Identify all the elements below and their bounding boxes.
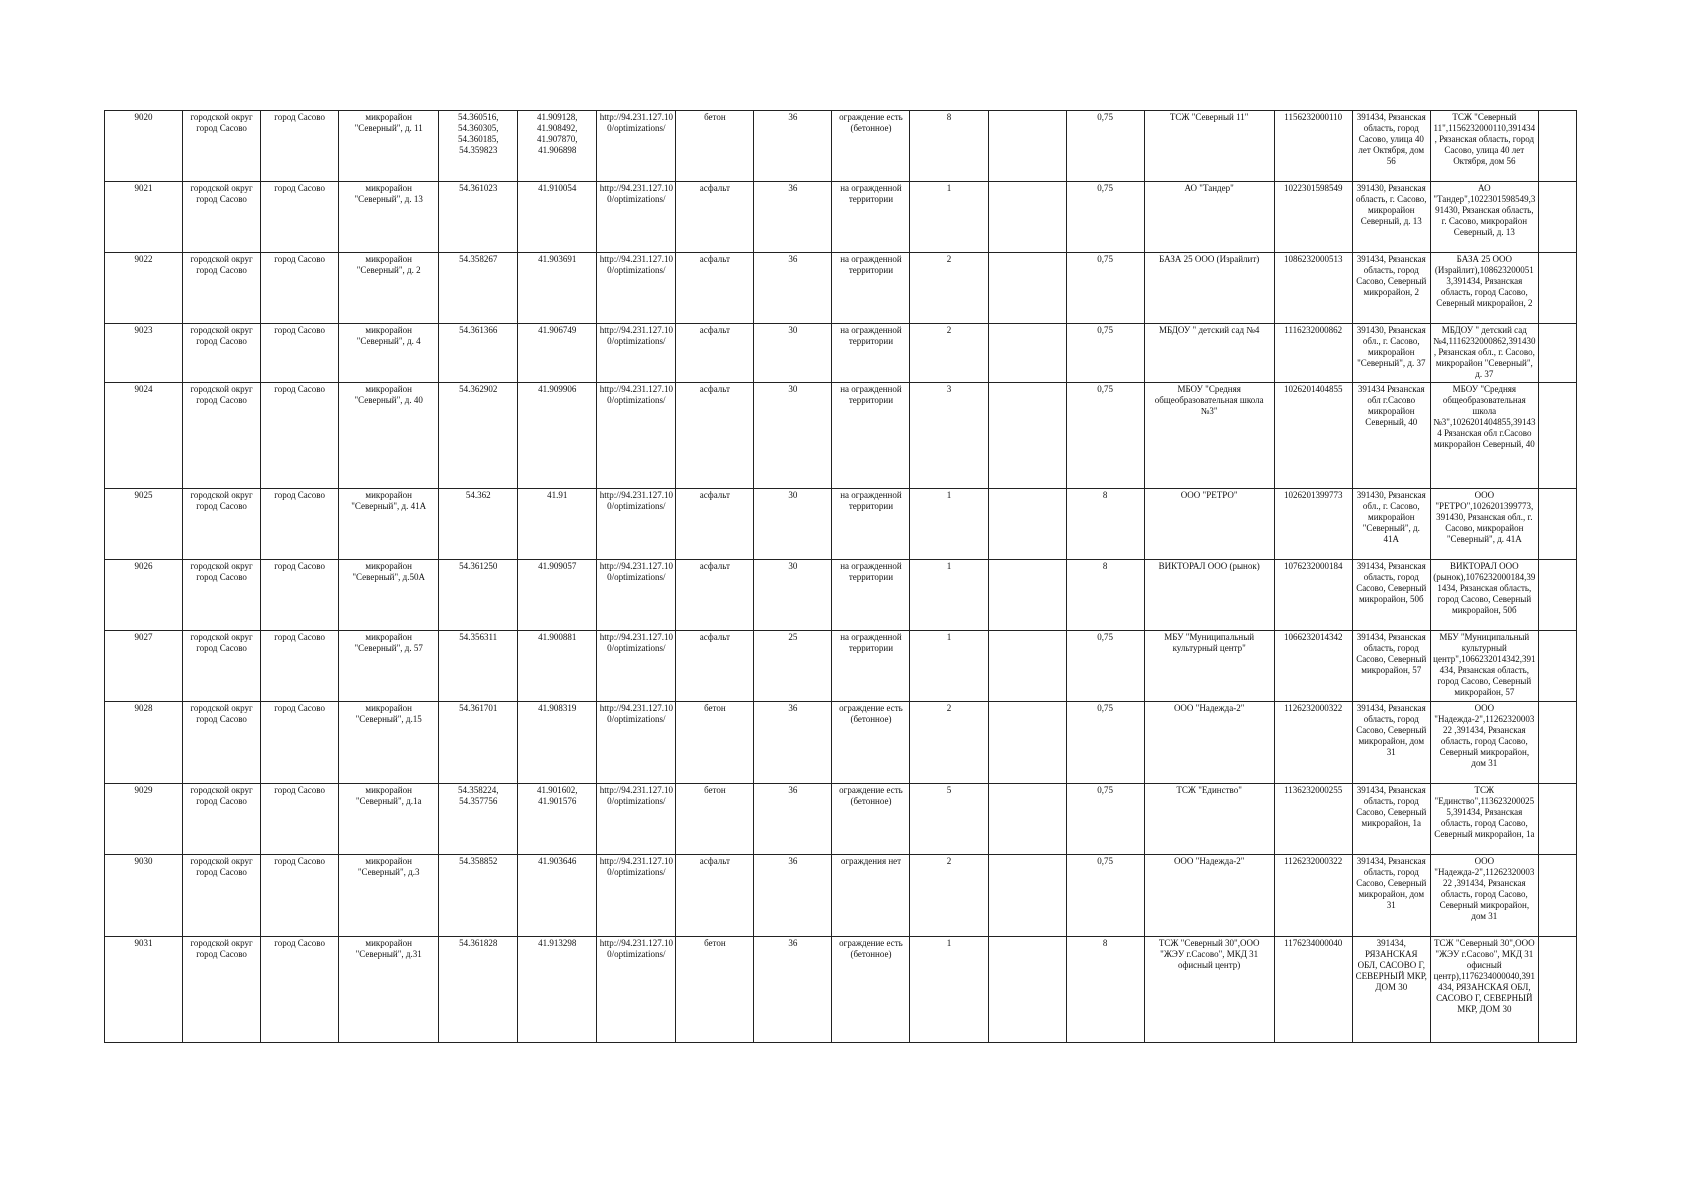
cell-latitude: 54.356311 bbox=[439, 631, 518, 702]
cell-ogrn: 1022301598549 bbox=[1274, 182, 1352, 253]
cell-latitude: 54.358852 bbox=[439, 855, 518, 937]
cell-container-volume: 0,75 bbox=[1066, 784, 1144, 855]
cell-longitude: 41.901602, 41.901576 bbox=[518, 784, 597, 855]
cell-settlement: город Сасово bbox=[261, 324, 339, 383]
cell-empty-last-column bbox=[1538, 937, 1576, 1043]
cell-map-link: http://94.231.127.100/optimizations/ bbox=[597, 631, 676, 702]
cell-surface: бетон bbox=[676, 111, 754, 182]
cell-owner-details: ООО "РЕТРО",1026201399773, 391430, Рязанская обл., г. Сасово, микрорайон "Северный", д. 41А bbox=[1430, 489, 1538, 560]
cell-fencing: на огражденной территории bbox=[832, 324, 910, 383]
cell-empty-last-column bbox=[1538, 784, 1576, 855]
cell-settlement: город Сасово bbox=[261, 784, 339, 855]
cell-longitude: 41.909057 bbox=[518, 560, 597, 631]
cell-fencing: на огражденной территории bbox=[832, 383, 910, 489]
cell-ogrn: 1136232000255 bbox=[1274, 784, 1352, 855]
cell-container-count: 3 bbox=[910, 383, 988, 489]
cell-row-id: 9025 bbox=[105, 489, 183, 560]
cell-address: микрорайон "Северный", д. 40 bbox=[339, 383, 439, 489]
cell-ogrn: 1086232000513 bbox=[1274, 253, 1352, 324]
cell-owner-address: 391434, Рязанская область, город Сасово, Северный микрорайон, 50б bbox=[1352, 560, 1430, 631]
table-row bbox=[105, 855, 1577, 937]
cell-owner-address: 391434, Рязанская область, город Сасово, улица 40 лет Октября, дом 56 bbox=[1352, 111, 1430, 182]
cell-owner-address: 391434 Рязанская обл г.Сасово микрорайон Северный, 40 bbox=[1352, 383, 1430, 489]
cell-district: городской округ город Сасово bbox=[183, 937, 261, 1043]
cell-longitude: 41.903646 bbox=[518, 855, 597, 937]
table-row bbox=[105, 631, 1577, 702]
cell-district: городской округ город Сасово bbox=[183, 324, 261, 383]
cell-map-link: http://94.231.127.100/optimizations/ bbox=[597, 253, 676, 324]
cell-longitude: 41.910054 bbox=[518, 182, 597, 253]
cell-district: городской округ город Сасово bbox=[183, 253, 261, 324]
cell-container-count: 5 bbox=[910, 784, 988, 855]
cell-map-link: http://94.231.127.100/optimizations/ bbox=[597, 784, 676, 855]
table-row bbox=[105, 324, 1577, 383]
cell-container-count: 2 bbox=[910, 855, 988, 937]
cell-area: 36 bbox=[754, 855, 832, 937]
cell-owner-details: ООО "Надежда-2",1126232000322 ,391434, Рязанская область, город Сасово, Северный микрорайон, дом 31 bbox=[1430, 702, 1538, 784]
cell-container-volume: 8 bbox=[1066, 489, 1144, 560]
cell-fencing: на огражденной территории bbox=[832, 489, 910, 560]
cell-owner-details: ТСЖ "Северный 11",1156232000110,391434, Рязанская область, город Сасово, улица 40 лет Октября, дом 56 bbox=[1430, 111, 1538, 182]
cell-owner-name: ТСЖ "Северный 11" bbox=[1144, 111, 1274, 182]
cell-area: 36 bbox=[754, 937, 832, 1043]
cell-owner-details: ТСЖ "Единство",1136232000255,391434, Рязанская область, город Сасово, Северный микрорайон, 1а bbox=[1430, 784, 1538, 855]
cell-owner-name: ООО "Надежда-2" bbox=[1144, 855, 1274, 937]
cell-area: 30 bbox=[754, 489, 832, 560]
cell-longitude: 41.91 bbox=[518, 489, 597, 560]
cell-area: 36 bbox=[754, 784, 832, 855]
cell-owner-address: 391434, Рязанская область, город Сасово, Северный микрорайон, 1а bbox=[1352, 784, 1430, 855]
cell-address: микрорайон "Северный", д.31 bbox=[339, 937, 439, 1043]
cell-address: микрорайон "Северный", д. 2 bbox=[339, 253, 439, 324]
cell-owner-details: БАЗА 25 ООО (Израйлит),1086232000513,391434, Рязанская область, город Сасово, Северный микрорайон, 2 bbox=[1430, 253, 1538, 324]
cell-container-volume: 8 bbox=[1066, 560, 1144, 631]
table-row bbox=[105, 182, 1577, 253]
cell-map-link: http://94.231.127.100/optimizations/ bbox=[597, 489, 676, 560]
cell-ogrn: 1066232014342 bbox=[1274, 631, 1352, 702]
cell-owner-name: ТСЖ "Единство" bbox=[1144, 784, 1274, 855]
cell-settlement: город Сасово bbox=[261, 855, 339, 937]
registry-table bbox=[104, 110, 1577, 1043]
cell-owner-name: ООО "РЕТРО" bbox=[1144, 489, 1274, 560]
cell-area: 25 bbox=[754, 631, 832, 702]
cell-container-count: 2 bbox=[910, 324, 988, 383]
cell-row-id: 9031 bbox=[105, 937, 183, 1043]
cell-owner-address: 391430, Рязанская область, г. Сасово, микрорайон Северный, д. 13 bbox=[1352, 182, 1430, 253]
cell-area: 30 bbox=[754, 560, 832, 631]
cell-owner-details: ВИКТОРАЛ ООО (рынок),1076232000184,391434, Рязанская область, город Сасово, Северный микрорайон, 50б bbox=[1430, 560, 1538, 631]
cell-container-volume: 0,75 bbox=[1066, 111, 1144, 182]
cell-latitude: 54.361250 bbox=[439, 560, 518, 631]
cell-empty-column bbox=[988, 855, 1066, 937]
cell-owner-details: ООО "Надежда-2",1126232000322 ,391434, Рязанская область, город Сасово, Северный микрорайон, дом 31 bbox=[1430, 855, 1538, 937]
cell-settlement: город Сасово bbox=[261, 182, 339, 253]
cell-surface: бетон bbox=[676, 784, 754, 855]
cell-address: микрорайон "Северный", д.1а bbox=[339, 784, 439, 855]
cell-empty-column bbox=[988, 383, 1066, 489]
cell-container-volume: 0,75 bbox=[1066, 702, 1144, 784]
cell-container-count: 2 bbox=[910, 702, 988, 784]
cell-container-count: 1 bbox=[910, 560, 988, 631]
cell-latitude: 54.358224, 54.357756 bbox=[439, 784, 518, 855]
cell-container-count: 1 bbox=[910, 631, 988, 702]
cell-settlement: город Сасово bbox=[261, 253, 339, 324]
cell-map-link: http://94.231.127.100/optimizations/ bbox=[597, 855, 676, 937]
cell-fencing: на огражденной территории bbox=[832, 253, 910, 324]
cell-empty-last-column bbox=[1538, 111, 1576, 182]
cell-empty-last-column bbox=[1538, 253, 1576, 324]
cell-row-id: 9029 bbox=[105, 784, 183, 855]
cell-district: городской округ город Сасово bbox=[183, 560, 261, 631]
cell-container-count: 1 bbox=[910, 489, 988, 560]
cell-fencing: ограждение есть (бетонное) bbox=[832, 702, 910, 784]
cell-district: городской округ город Сасово bbox=[183, 784, 261, 855]
cell-container-count: 1 bbox=[910, 182, 988, 253]
cell-settlement: город Сасово bbox=[261, 383, 339, 489]
cell-owner-details: МБУ "Муниципальный культурный центр",1066232014342,391434, Рязанская область, город Сасово, Северный микрорайон, 57 bbox=[1430, 631, 1538, 702]
cell-fencing: на огражденной территории bbox=[832, 631, 910, 702]
cell-owner-details: ТСЖ "Северный 30",ООО "ЖЭУ г.Сасово", МКД 31 офисный центр),1176234000040,391434, РЯЗАНСКАЯ ОБЛ, САСОВО Г, СЕВЕРНЫЙ МКР, ДОМ 30 bbox=[1430, 937, 1538, 1043]
cell-empty-last-column bbox=[1538, 560, 1576, 631]
cell-map-link: http://94.231.127.100/optimizations/ bbox=[597, 560, 676, 631]
cell-longitude: 41.909906 bbox=[518, 383, 597, 489]
cell-empty-column bbox=[988, 253, 1066, 324]
cell-container-volume: 0,75 bbox=[1066, 855, 1144, 937]
cell-settlement: город Сасово bbox=[261, 702, 339, 784]
cell-container-volume: 0,75 bbox=[1066, 182, 1144, 253]
registry-table-body bbox=[105, 111, 1577, 1043]
cell-empty-column bbox=[988, 560, 1066, 631]
table-row bbox=[105, 937, 1577, 1043]
cell-row-id: 9023 bbox=[105, 324, 183, 383]
cell-surface: асфальт bbox=[676, 855, 754, 937]
cell-ogrn: 1026201399773 bbox=[1274, 489, 1352, 560]
cell-empty-last-column bbox=[1538, 631, 1576, 702]
cell-map-link: http://94.231.127.100/optimizations/ bbox=[597, 182, 676, 253]
cell-container-volume: 0,75 bbox=[1066, 324, 1144, 383]
cell-empty-last-column bbox=[1538, 702, 1576, 784]
cell-owner-address: 391434, Рязанская область, город Сасово, Северный микрорайон, дом 31 bbox=[1352, 702, 1430, 784]
cell-area: 30 bbox=[754, 324, 832, 383]
cell-owner-name: ТСЖ "Северный 30",ООО "ЖЭУ г.Сасово", МКД 31 офисный центр) bbox=[1144, 937, 1274, 1043]
cell-latitude: 54.361828 bbox=[439, 937, 518, 1043]
cell-district: городской округ город Сасово bbox=[183, 631, 261, 702]
cell-row-id: 9030 bbox=[105, 855, 183, 937]
cell-surface: бетон bbox=[676, 702, 754, 784]
cell-surface: асфальт bbox=[676, 560, 754, 631]
cell-map-link: http://94.231.127.100/optimizations/ bbox=[597, 383, 676, 489]
table-row bbox=[105, 702, 1577, 784]
cell-owner-address: 391434, РЯЗАНСКАЯ ОБЛ, САСОВО Г, СЕВЕРНЫЙ МКР, ДОМ 30 bbox=[1352, 937, 1430, 1043]
cell-row-id: 9020 bbox=[105, 111, 183, 182]
cell-surface: асфальт bbox=[676, 489, 754, 560]
cell-owner-details: МБОУ "Средняя общеобразовательная школа №3",1026201404855,391434 Рязанская обл г.Сасово микрорайон Северный, 40 bbox=[1430, 383, 1538, 489]
cell-district: городской округ город Сасово bbox=[183, 489, 261, 560]
cell-row-id: 9024 bbox=[105, 383, 183, 489]
cell-longitude: 41.909128, 41.908492, 41.907870, 41.906898 bbox=[518, 111, 597, 182]
cell-address: микрорайон "Северный", д.50А bbox=[339, 560, 439, 631]
cell-longitude: 41.900881 bbox=[518, 631, 597, 702]
table-row bbox=[105, 489, 1577, 560]
cell-owner-details: АО "Тандер",1022301598549,391430, Рязанская область, г. Сасово, микрорайон Северный, д. 13 bbox=[1430, 182, 1538, 253]
cell-area: 36 bbox=[754, 182, 832, 253]
cell-owner-name: МБДОУ " детский сад №4 bbox=[1144, 324, 1274, 383]
cell-fencing: на огражденной территории bbox=[832, 560, 910, 631]
cell-row-id: 9027 bbox=[105, 631, 183, 702]
cell-ogrn: 1076232000184 bbox=[1274, 560, 1352, 631]
cell-latitude: 54.358267 bbox=[439, 253, 518, 324]
cell-surface: бетон bbox=[676, 937, 754, 1043]
cell-container-volume: 0,75 bbox=[1066, 253, 1144, 324]
cell-map-link: http://94.231.127.100/optimizations/ bbox=[597, 702, 676, 784]
cell-latitude: 54.361701 bbox=[439, 702, 518, 784]
cell-container-count: 1 bbox=[910, 937, 988, 1043]
cell-fencing: ограждения нет bbox=[832, 855, 910, 937]
cell-empty-column bbox=[988, 784, 1066, 855]
cell-owner-address: 391430, Рязанская обл., г. Сасово, микрорайон "Северный", д. 41А bbox=[1352, 489, 1430, 560]
cell-district: городской округ город Сасово bbox=[183, 182, 261, 253]
cell-owner-details: МБДОУ " детский сад №4,1116232000862,391430, Рязанская обл., г. Сасово, микрорайон "Северный", д. 37 bbox=[1430, 324, 1538, 383]
cell-ogrn: 1026201404855 bbox=[1274, 383, 1352, 489]
table-row bbox=[105, 383, 1577, 489]
table-row bbox=[105, 253, 1577, 324]
cell-empty-column bbox=[988, 324, 1066, 383]
cell-latitude: 54.362902 bbox=[439, 383, 518, 489]
cell-row-id: 9021 bbox=[105, 182, 183, 253]
cell-area: 36 bbox=[754, 702, 832, 784]
cell-district: городской округ город Сасово bbox=[183, 111, 261, 182]
cell-district: городской округ город Сасово bbox=[183, 702, 261, 784]
cell-longitude: 41.908319 bbox=[518, 702, 597, 784]
cell-address: микрорайон "Северный", д. 57 bbox=[339, 631, 439, 702]
cell-area: 36 bbox=[754, 111, 832, 182]
cell-map-link: http://94.231.127.100/optimizations/ bbox=[597, 324, 676, 383]
table-row bbox=[105, 784, 1577, 855]
cell-empty-last-column bbox=[1538, 182, 1576, 253]
cell-row-id: 9026 bbox=[105, 560, 183, 631]
table-row bbox=[105, 111, 1577, 182]
cell-owner-name: МБОУ "Средняя общеобразовательная школа №3" bbox=[1144, 383, 1274, 489]
cell-owner-address: 391430, Рязанская обл., г. Сасово, микрорайон "Северный", д. 37 bbox=[1352, 324, 1430, 383]
cell-fencing: ограждение есть (бетонное) bbox=[832, 111, 910, 182]
cell-owner-name: МБУ "Муниципальный культурный центр" bbox=[1144, 631, 1274, 702]
cell-ogrn: 1156232000110 bbox=[1274, 111, 1352, 182]
cell-longitude: 41.913298 bbox=[518, 937, 597, 1043]
cell-empty-last-column bbox=[1538, 324, 1576, 383]
cell-settlement: город Сасово bbox=[261, 111, 339, 182]
cell-container-volume: 0,75 bbox=[1066, 631, 1144, 702]
cell-surface: асфальт bbox=[676, 631, 754, 702]
cell-surface: асфальт bbox=[676, 253, 754, 324]
cell-area: 36 bbox=[754, 253, 832, 324]
cell-ogrn: 1126232000322 bbox=[1274, 855, 1352, 937]
cell-address: микрорайон "Северный", д. 11 bbox=[339, 111, 439, 182]
cell-address: микрорайон "Северный", д. 13 bbox=[339, 182, 439, 253]
cell-row-id: 9028 bbox=[105, 702, 183, 784]
cell-latitude: 54.361023 bbox=[439, 182, 518, 253]
cell-fencing: ограждение есть (бетонное) bbox=[832, 784, 910, 855]
cell-surface: асфальт bbox=[676, 383, 754, 489]
cell-fencing: ограждение есть (бетонное) bbox=[832, 937, 910, 1043]
cell-ogrn: 1116232000862 bbox=[1274, 324, 1352, 383]
cell-owner-address: 391434, Рязанская область, город Сасово, Северный микрорайон, дом 31 bbox=[1352, 855, 1430, 937]
cell-owner-name: БАЗА 25 ООО (Израйлит) bbox=[1144, 253, 1274, 324]
cell-owner-address: 391434, Рязанская область, город Сасово, Северный микрорайон, 2 bbox=[1352, 253, 1430, 324]
cell-address: микрорайон "Северный", д.3 bbox=[339, 855, 439, 937]
cell-owner-name: АО "Тандер" bbox=[1144, 182, 1274, 253]
cell-empty-last-column bbox=[1538, 855, 1576, 937]
cell-address: микрорайон "Северный", д. 41А bbox=[339, 489, 439, 560]
cell-address: микрорайон "Северный", д.15 bbox=[339, 702, 439, 784]
cell-ogrn: 1126232000322 bbox=[1274, 702, 1352, 784]
cell-container-volume: 8 bbox=[1066, 937, 1144, 1043]
cell-owner-name: ВИКТОРАЛ ООО (рынок) bbox=[1144, 560, 1274, 631]
cell-empty-last-column bbox=[1538, 489, 1576, 560]
cell-district: городской округ город Сасово bbox=[183, 855, 261, 937]
cell-settlement: город Сасово bbox=[261, 631, 339, 702]
cell-latitude: 54.361366 bbox=[439, 324, 518, 383]
cell-empty-column bbox=[988, 489, 1066, 560]
cell-longitude: 41.903691 bbox=[518, 253, 597, 324]
cell-settlement: город Сасово bbox=[261, 937, 339, 1043]
cell-owner-address: 391434, Рязанская область, город Сасово, Северный микрорайон, 57 bbox=[1352, 631, 1430, 702]
cell-fencing: на огражденной территории bbox=[832, 182, 910, 253]
cell-address: микрорайон "Северный", д. 4 bbox=[339, 324, 439, 383]
cell-empty-column bbox=[988, 182, 1066, 253]
cell-map-link: http://94.231.127.100/optimizations/ bbox=[597, 111, 676, 182]
cell-longitude: 41.906749 bbox=[518, 324, 597, 383]
cell-surface: асфальт bbox=[676, 324, 754, 383]
cell-settlement: город Сасово bbox=[261, 560, 339, 631]
cell-latitude: 54.360516, 54.360305, 54.360185, 54.359823 bbox=[439, 111, 518, 182]
cell-empty-last-column bbox=[1538, 383, 1576, 489]
cell-owner-name: ООО "Надежда-2" bbox=[1144, 702, 1274, 784]
cell-empty-column bbox=[988, 702, 1066, 784]
cell-container-volume: 0,75 bbox=[1066, 383, 1144, 489]
cell-district: городской округ город Сасово bbox=[183, 383, 261, 489]
cell-empty-column bbox=[988, 631, 1066, 702]
cell-empty-column bbox=[988, 937, 1066, 1043]
table-row bbox=[105, 560, 1577, 631]
cell-latitude: 54.362 bbox=[439, 489, 518, 560]
cell-ogrn: 1176234000040 bbox=[1274, 937, 1352, 1043]
cell-container-count: 2 bbox=[910, 253, 988, 324]
cell-container-count: 8 bbox=[910, 111, 988, 182]
cell-map-link: http://94.231.127.100/optimizations/ bbox=[597, 937, 676, 1043]
cell-empty-column bbox=[988, 111, 1066, 182]
cell-surface: асфальт bbox=[676, 182, 754, 253]
cell-row-id: 9022 bbox=[105, 253, 183, 324]
cell-area: 30 bbox=[754, 383, 832, 489]
cell-settlement: город Сасово bbox=[261, 489, 339, 560]
